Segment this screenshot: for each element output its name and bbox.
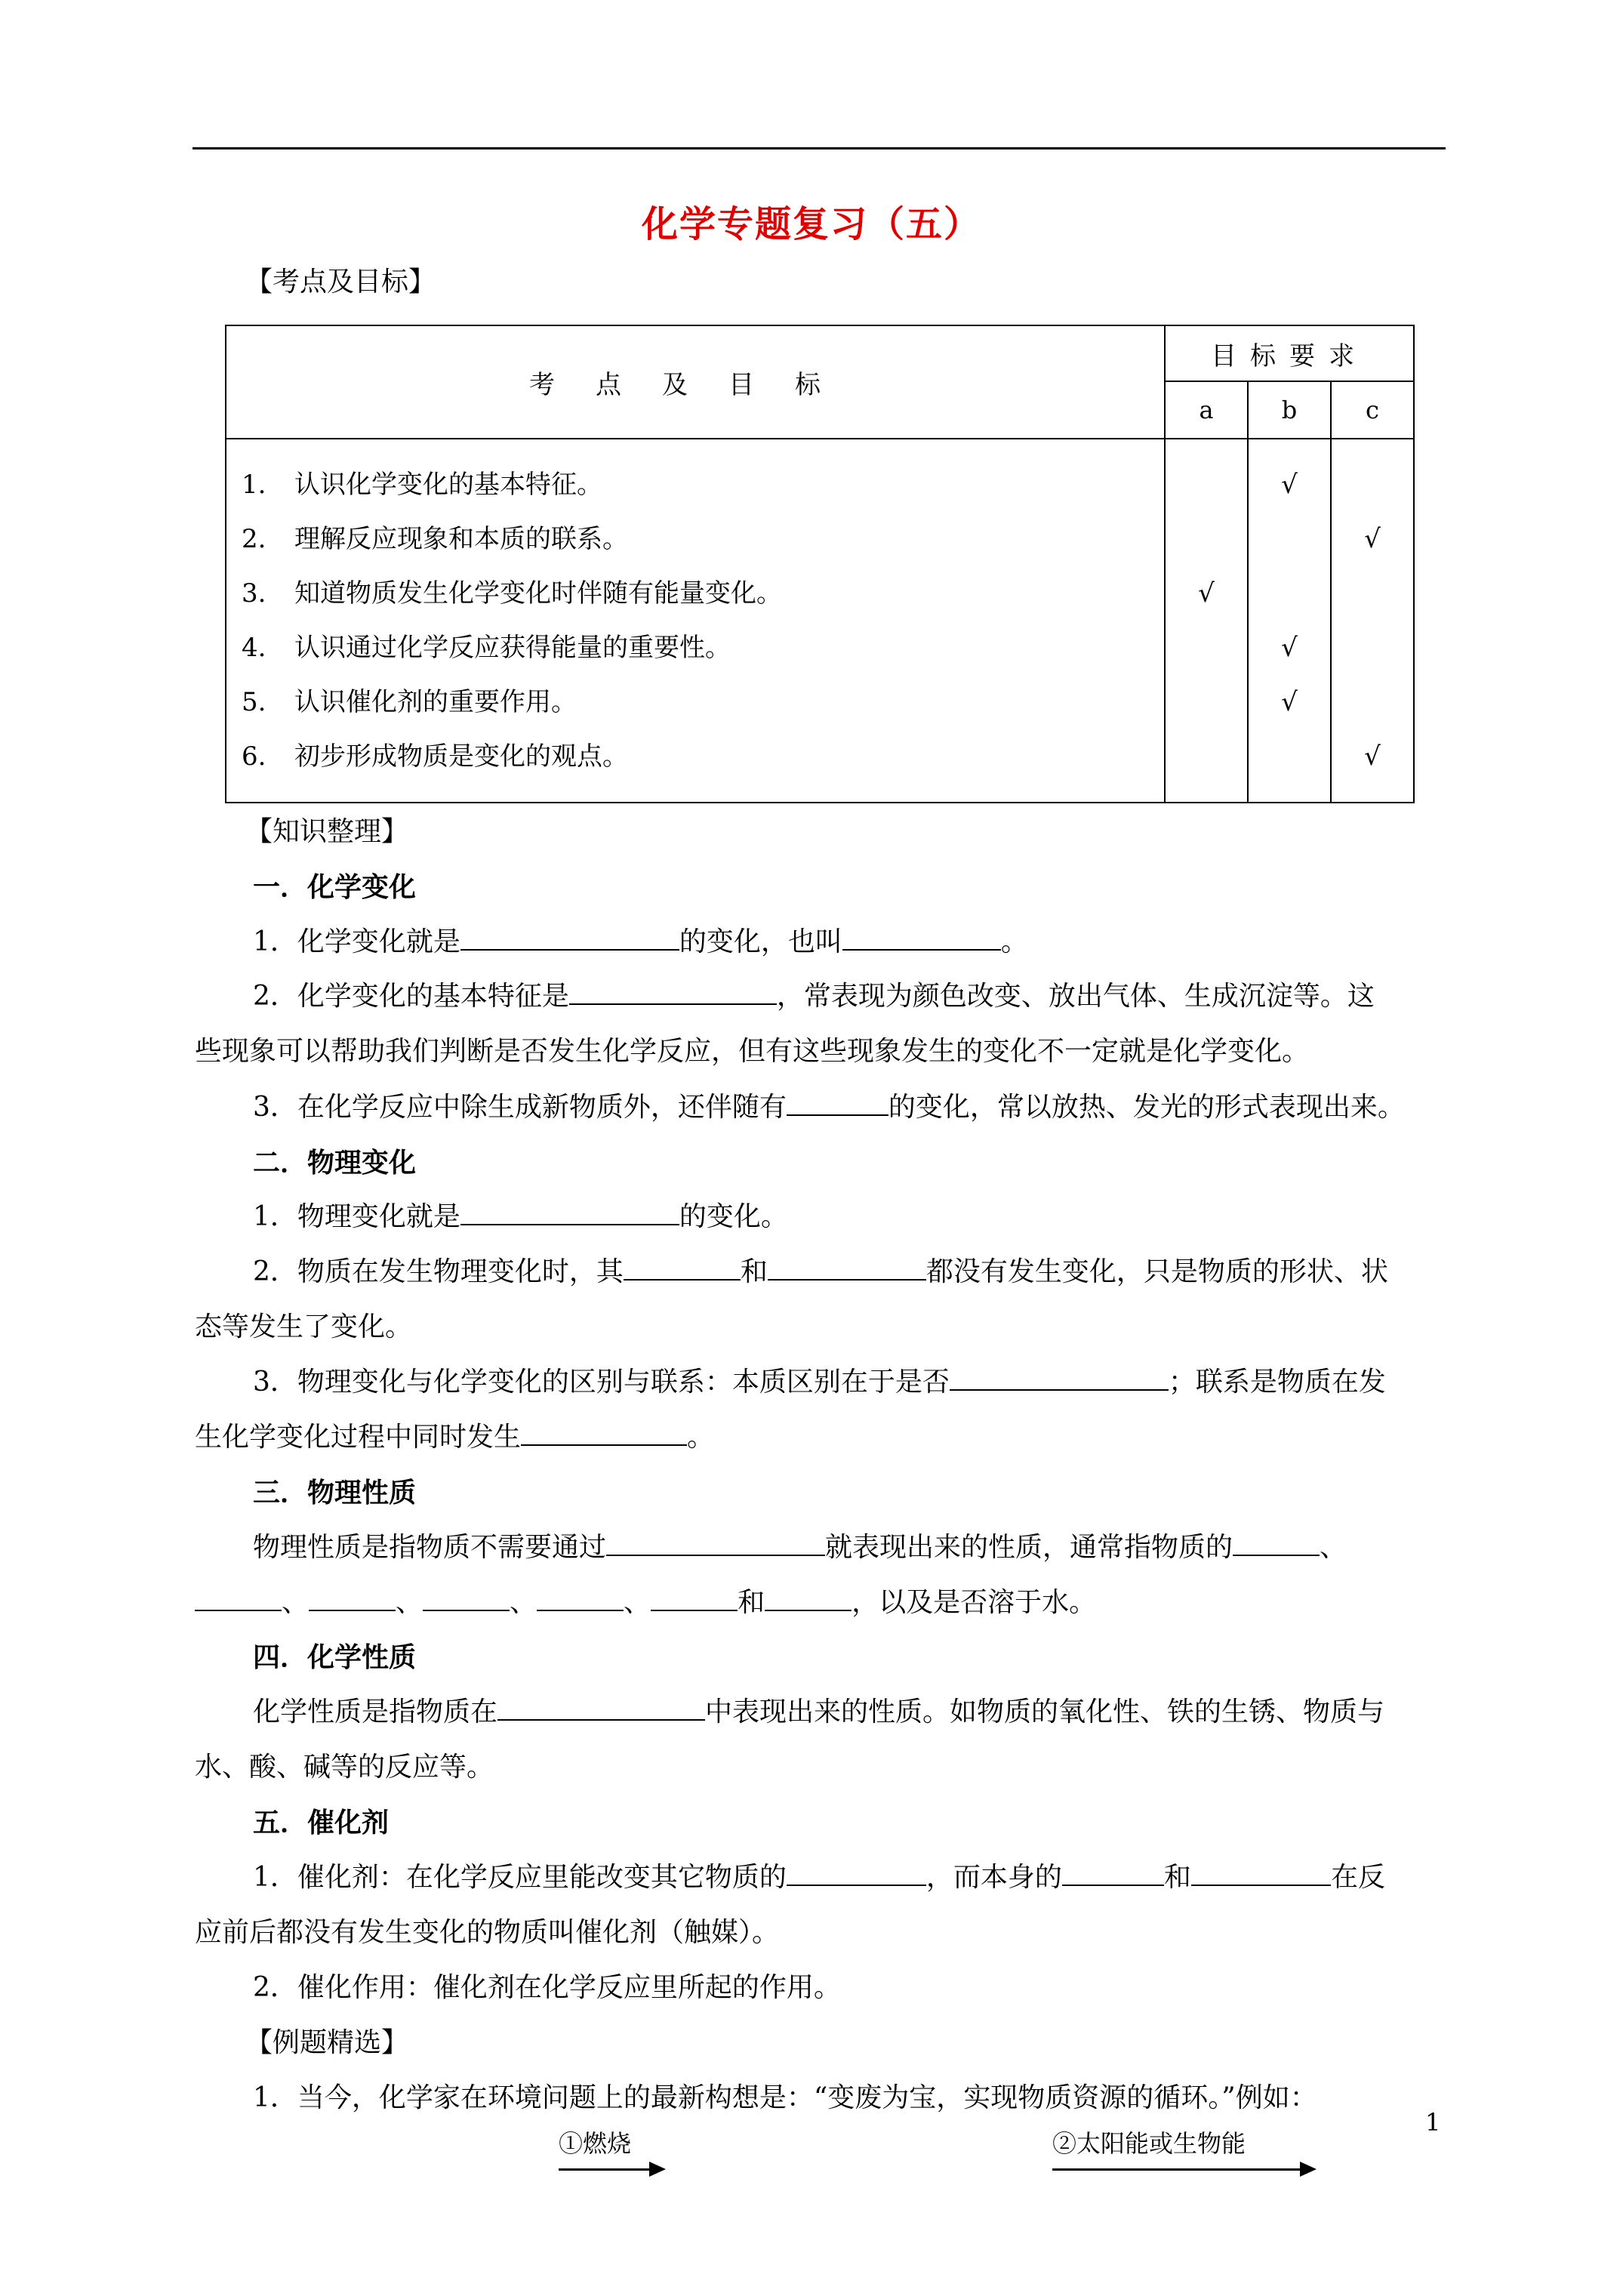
s1-paragraph-2-cont: 些现象可以帮助我们判断是否发生化学反应，但有这些现象发生的变化不一定就是化学变化。: [195, 1036, 1310, 1067]
check-mark: √: [1281, 633, 1298, 663]
table-col-a: a: [1165, 381, 1248, 439]
check-mark: [1166, 458, 1247, 512]
check-mark: [1332, 621, 1413, 675]
fill-blank[interactable]: [521, 1422, 687, 1446]
s2-paragraph-2-cont: 态等发生了变化。: [195, 1311, 413, 1342]
fill-blank[interactable]: [624, 1256, 741, 1281]
table-row: 2. 理解反应现象和本质的联系。: [242, 524, 628, 554]
s5-paragraph-1: 1．催化剂：在化学反应里能改变其它物质的 ，而本身的 和 在反: [253, 1862, 1385, 1893]
s1-paragraph-2: 2．化学变化的基本特征是 ，常表现为颜色改变、放出气体、生成沉淀等。这: [253, 981, 1375, 1012]
s4-paragraph-1-cont: 水、酸、碱等的反应等。: [195, 1752, 494, 1783]
arrow-1-label: ①燃烧: [559, 2129, 632, 2158]
fill-blank[interactable]: [651, 1587, 738, 1611]
table-col-c: c: [1331, 381, 1414, 439]
fill-blank[interactable]: [606, 1532, 825, 1556]
fill-blank[interactable]: [787, 1092, 888, 1116]
section-label-targets: 【考点及目标】: [245, 267, 436, 297]
check-mark: [1249, 512, 1330, 566]
table-row: 4. 认识通过化学反应获得能量的重要性。: [242, 633, 731, 663]
s3-paragraph-1: 物理性质是指物质不需要通过 就表现出来的性质，通常指物质的 、: [253, 1532, 1347, 1563]
s1-paragraph-3: 3．在化学反应中除生成新物质外，还伴随有 的变化，常以放热、发光的形式表现出来。: [253, 1092, 1405, 1123]
table-row: 5. 认识催化剂的重要作用。: [242, 687, 577, 717]
check-mark: [1249, 729, 1330, 784]
arrow-1-head-icon: [649, 2162, 666, 2177]
fill-blank[interactable]: [1062, 1862, 1164, 1886]
section-label-examples: 【例题精选】: [245, 2027, 409, 2058]
fill-blank[interactable]: [842, 926, 1001, 951]
heading-physical-properties: 三．物理性质: [253, 1477, 417, 1509]
heading-physical-change: 二．物理变化: [253, 1147, 417, 1179]
table-row: 1. 认识化学变化的基本特征。: [242, 470, 602, 500]
s2-paragraph-2: 2．物质在发生物理变化时，其 和 都没有发生变化，只是物质的形状、状: [253, 1256, 1388, 1287]
check-mark: [1332, 675, 1413, 729]
table-header-main: 考点及目标: [226, 325, 1165, 439]
heading-chemical-properties: 四．化学性质: [253, 1641, 417, 1673]
s2-paragraph-3-cont: 生化学变化过程中同时发生 。: [195, 1422, 715, 1453]
table-row: 3. 知道物质发生化学变化时伴随有能量变化。: [242, 578, 782, 609]
fill-blank[interactable]: [460, 1201, 679, 1225]
arrow-2-label: ②太阳能或生物能: [1052, 2129, 1246, 2158]
s2-paragraph-3: 3．物理变化与化学变化的区别与联系：本质区别在于是否 ；联系是物质在发: [253, 1367, 1386, 1398]
s4-paragraph-1: 化学性质是指物质在 中表现出来的性质。如物质的氧化性、铁的生锈、物质与: [253, 1697, 1385, 1727]
arrow-2-head-icon: [1300, 2162, 1317, 2177]
fill-blank[interactable]: [768, 1256, 926, 1281]
page-title: 化学专题复习（五）: [641, 203, 981, 245]
check-mark: [1166, 729, 1247, 784]
table-col-a-cell: [1165, 439, 1248, 803]
s1-paragraph-1: 1．化学变化就是 的变化，也叫 。: [253, 926, 1028, 957]
page-number: 1: [1425, 2108, 1441, 2137]
fill-blank[interactable]: [460, 926, 679, 951]
s3-paragraph-1-cont: 、 、 、 、 和 ，以及是否溶于水。: [195, 1586, 1096, 1620]
check-mark: [1332, 458, 1413, 512]
fill-blank[interactable]: [787, 1862, 926, 1886]
check-mark: [1332, 566, 1413, 621]
header-rule: [192, 147, 1446, 149]
table-header-goal: 目标要求: [1165, 325, 1414, 381]
check-mark: [1249, 566, 1330, 621]
check-mark: [1166, 512, 1247, 566]
fill-blank[interactable]: [497, 1697, 705, 1721]
fill-blank[interactable]: [765, 1587, 852, 1611]
s5-paragraph-2: 2．催化作用：催化剂在化学反应里所起的作用。: [253, 1972, 841, 2003]
check-mark: √: [1281, 687, 1298, 717]
arrow-2-line: [1052, 2168, 1301, 2171]
fill-blank[interactable]: [423, 1587, 510, 1611]
heading-catalyst: 五．催化剂: [253, 1807, 390, 1838]
fill-blank[interactable]: [950, 1367, 1169, 1391]
fill-blank[interactable]: [309, 1587, 396, 1611]
fill-blank[interactable]: [569, 981, 777, 1005]
objectives-table: [225, 325, 1415, 803]
fill-blank[interactable]: [1233, 1532, 1320, 1556]
section-label-knowledge: 【知识整理】: [245, 816, 409, 847]
table-row: 6. 初步形成物质是变化的观点。: [242, 741, 628, 772]
table-items-cell: [226, 439, 1165, 803]
s2-paragraph-1: 1．物理变化就是 的变化。: [253, 1201, 788, 1232]
check-mark: √: [1281, 470, 1298, 500]
s5-paragraph-1-cont: 应前后都没有发生变化的物质叫催化剂（触媒）。: [195, 1917, 780, 1948]
heading-chemical-change: 一．化学变化: [253, 871, 417, 903]
check-mark: √: [1364, 524, 1381, 554]
arrow-1-line: [559, 2168, 651, 2171]
fill-blank[interactable]: [195, 1587, 282, 1611]
fill-blank[interactable]: [1191, 1862, 1331, 1886]
check-mark: √: [1198, 578, 1215, 609]
check-mark: [1166, 675, 1247, 729]
table-col-c-cell: [1331, 439, 1414, 803]
fill-blank[interactable]: [537, 1587, 624, 1611]
check-mark: [1166, 621, 1247, 675]
check-mark: √: [1364, 741, 1381, 772]
table-col-b: b: [1248, 381, 1331, 439]
example-1: 1．当今，化学家在环境问题上的最新构想是：“变废为宝，实现物质资源的循环。”例如：: [253, 2082, 1317, 2113]
table-col-b-cell: [1248, 439, 1331, 803]
